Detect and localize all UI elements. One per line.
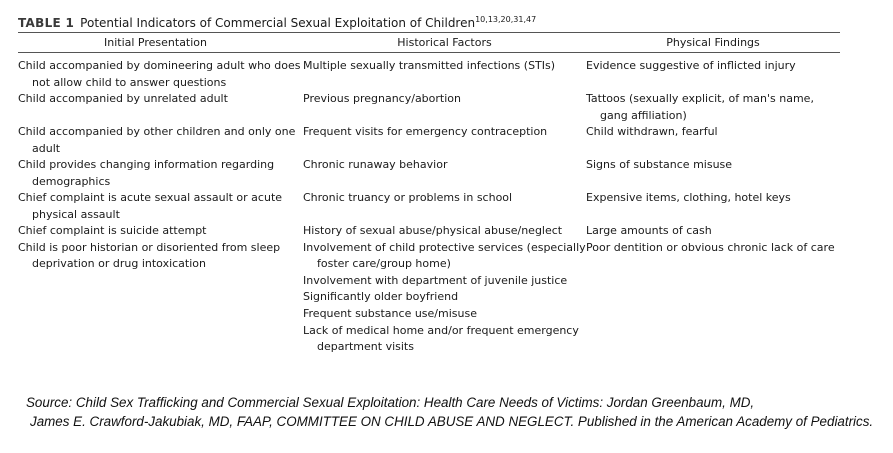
list-item: Significantly older boyfriend xyxy=(303,290,459,304)
header-physical-findings: Physical Findings xyxy=(666,36,760,49)
list-item: Signs of substance misuse xyxy=(586,158,733,171)
list-item: Child is poor historian or disoriented from sleep deprivation or drug intoxication xyxy=(18,240,281,271)
list-item: Child accompanied by domineering adult who does not allow child to answer questions xyxy=(18,59,301,89)
table-header-row xyxy=(18,33,840,52)
list-item: Frequent substance use/misuse xyxy=(303,306,477,320)
source-citation xyxy=(26,393,876,431)
list-item: Poor dentition or obvious chronic lack of care xyxy=(586,240,835,254)
list-item: Previous pregnancy/abortion xyxy=(303,92,461,105)
header-initial-presentation: Initial Presentation xyxy=(103,36,208,49)
list-item: Child accompanied by other children and only one adult xyxy=(18,125,296,155)
column-physical-findings xyxy=(586,58,840,356)
list-item: Involvement of child protective services (especially foster care/group home) xyxy=(303,240,586,271)
table-label: TABLE 1 xyxy=(18,16,75,30)
table-caption xyxy=(18,12,840,30)
list-item: Child accompanied by unrelated adult xyxy=(18,92,228,105)
list-item: Involvement with department of juvenile justice xyxy=(303,273,568,287)
column-initial-presentation xyxy=(18,58,303,356)
header-rule xyxy=(18,52,840,53)
table-title: Potential Indicators of Commercial Sexual Exploitation of Children xyxy=(80,16,476,30)
list-item: History of sexual abuse/physical abuse/neglect xyxy=(303,224,563,237)
source-line-1: Source: Child Sex Trafficking and Commercial Sexual Exploitation: Health Care Needs of Victims: Jordan Greenbaum, MD, xyxy=(26,395,755,410)
list-item: Chief complaint is suicide attempt xyxy=(18,224,207,237)
list-item: Large amounts of cash xyxy=(586,224,712,237)
table-body xyxy=(18,58,840,356)
indicators-table xyxy=(18,12,840,356)
list-item: Expensive items, clothing, hotel keys xyxy=(586,191,791,204)
column-historical-factors xyxy=(303,58,586,356)
list-item: Chronic runaway behavior xyxy=(303,158,448,171)
list-item: Child withdrawn, fearful xyxy=(586,125,718,138)
header-historical-factors: Historical Factors xyxy=(397,36,492,49)
list-item: Multiple sexually transmitted infections (STIs) xyxy=(303,59,556,72)
list-item: Chronic truancy or problems in school xyxy=(303,191,513,204)
source-line-2: James E. Crawford-Jakubiak, MD, FAAP, COMMITTEE ON CHILD ABUSE AND NEGLECT. Published in the American Academy of Pediatrics. xyxy=(30,414,874,429)
list-item: Lack of medical home and/or frequent emergency department visits xyxy=(303,323,579,354)
list-item: Frequent visits for emergency contraception xyxy=(303,125,548,138)
list-item: Tattoos (sexually explicit, of man's name, gang affiliation) xyxy=(586,92,814,122)
list-item: Chief complaint is acute sexual assault or acute physical assault xyxy=(18,191,283,221)
list-item: Evidence suggestive of inflicted injury xyxy=(586,59,796,72)
table-refs: 10,13,20,31,47 xyxy=(475,15,537,24)
list-item: Child provides changing information regarding demographics xyxy=(18,158,275,188)
